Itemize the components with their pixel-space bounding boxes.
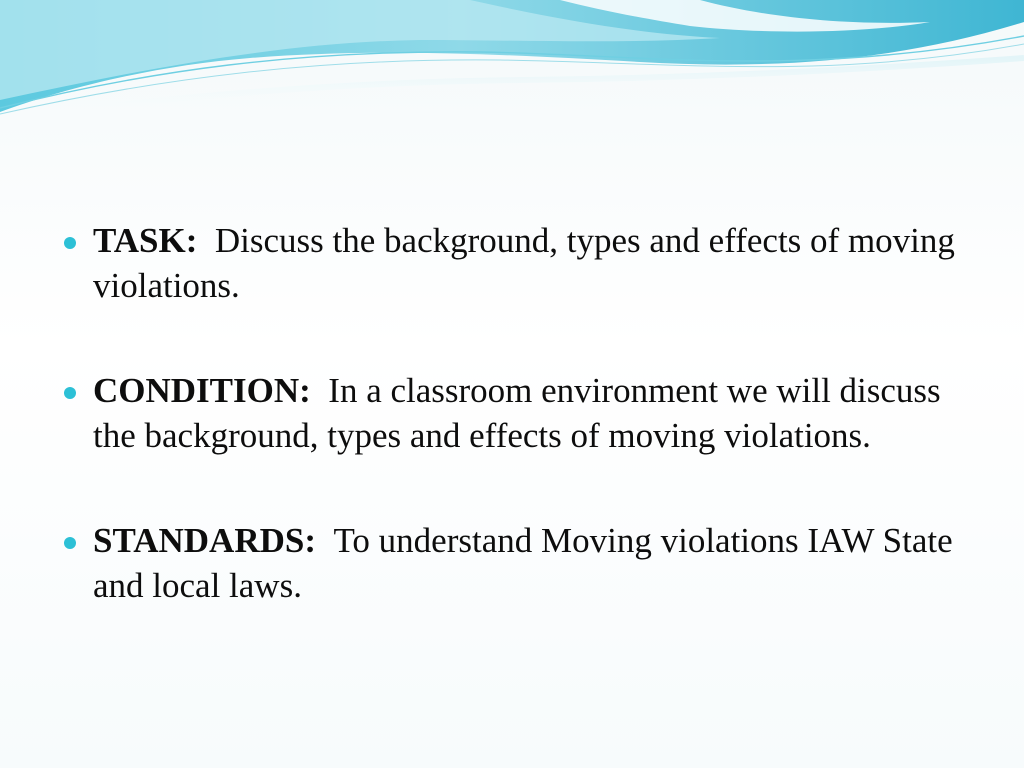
bullet-dot-icon: [64, 237, 76, 249]
bullet-label: STANDARDS:: [93, 521, 316, 560]
bullet-label: CONDITION:: [93, 371, 311, 410]
bullet-task: [60, 218, 960, 308]
bullet-list: [60, 218, 960, 668]
bullet-text: To understand Moving violations IAW State and local laws.: [93, 521, 953, 605]
bullet-dot-icon: [64, 537, 76, 549]
bullet-text: Discuss the background, types and effects of moving violations.: [93, 221, 955, 305]
header-wave-decoration: [0, 0, 1024, 130]
bullet-dot-icon: [64, 387, 76, 399]
bullet-condition: [60, 368, 960, 458]
bullet-standards: [60, 518, 960, 608]
bullet-text: In a classroom environment we will discuss the background, types and effects of moving violations.: [93, 371, 941, 455]
bullet-label: TASK:: [93, 221, 198, 260]
